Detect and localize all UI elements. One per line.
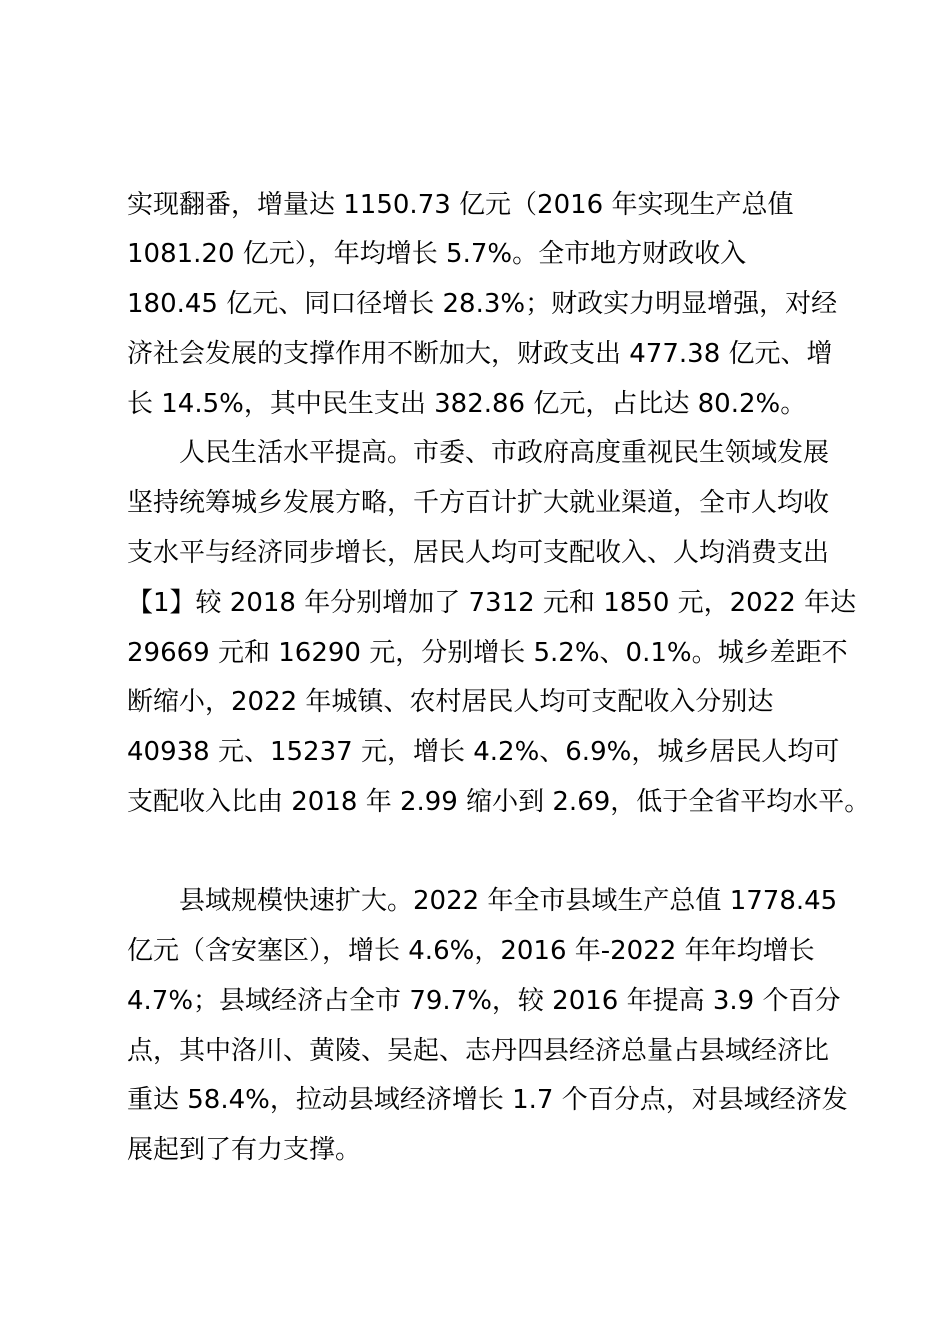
- text-line: 点，其中洛川、黄陵、吴起、志丹四县经济总量占县域经济比: [127, 1036, 830, 1066]
- text-line: 坚持统筹城乡发展方略，千方百计扩大就业渠道，全市人均收: [127, 488, 830, 518]
- text-line: 县域规模快速扩大。2022 年全市县域生产总值 1778.45: [179, 886, 838, 916]
- text-line: 180.45 亿元、同口径增长 28.3%；财政实力明显增强，对经: [127, 289, 838, 319]
- text-line: 支水平与经济同步增长，居民人均可支配收入、人均消费支出: [127, 538, 830, 568]
- text-line: 人民生活水平提高。市委、市政府高度重视民生领域发展: [179, 438, 830, 468]
- text-line: 断缩小，2022 年城镇、农村居民人均可支配收入分别达: [127, 687, 774, 717]
- text-line: 29669 元和 16290 元，分别增长 5.2%、0.1%。城乡差距不: [127, 638, 848, 668]
- text-line: 展起到了有力支撑。: [127, 1135, 362, 1165]
- text-line: 长 14.5%，其中民生支出 382.86 亿元，占比达 80.2%。: [127, 389, 807, 419]
- text-line: 济社会发展的支撑作用不断加大，财政支出 477.38 亿元、增: [127, 339, 833, 369]
- text-line: 亿元（含安塞区），增长 4.6%，2016 年-2022 年年均增长: [127, 936, 815, 966]
- text-line: 4.7%；县域经济占全市 79.7%，较 2016 年提高 3.9 个百分: [127, 986, 841, 1016]
- text-line: 【1】较 2018 年分别增加了 7312 元和 1850 元，2022 年达: [127, 588, 857, 618]
- text-line: 重达 58.4%，拉动县域经济增长 1.7 个百分点，对县域经济发: [127, 1085, 848, 1115]
- text-line: 实现翻番，增量达 1150.73 亿元（2016 年实现生产总值: [127, 190, 794, 220]
- text-line: 40938 元、15237 元，增长 4.2%、6.9%，城乡居民人均可: [127, 737, 840, 767]
- text-line: 1081.20 亿元），年均增长 5.7%。全市地方财政收入: [127, 239, 747, 269]
- text-line: 支配收入比由 2018 年 2.99 缩小到 2.69，低于全省平均水平。: [127, 787, 871, 817]
